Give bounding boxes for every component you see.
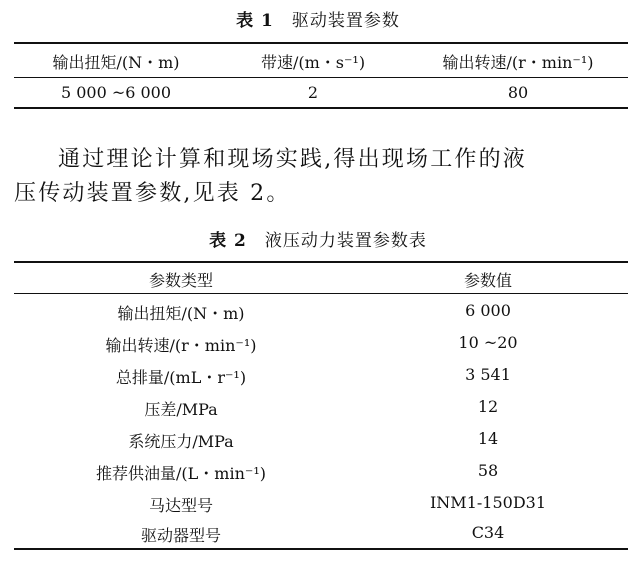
table2-row-value: 58 <box>477 461 499 480</box>
table2-header-param-value: 参数值 <box>463 271 512 290</box>
body-paragraph-line1: 通过理论计算和现场实践,得出现场工作的液 <box>58 147 527 172</box>
table2-row-value: 6 000 <box>465 301 511 320</box>
table2-title: 液压动力装置参数表 <box>264 231 427 251</box>
table2-bottom-rule <box>14 548 628 550</box>
table2-row-param: 推荐供油量/(L・min⁻¹) <box>96 464 266 483</box>
table1-header-output-speed: 输出转速/(r・min⁻¹) <box>442 53 594 72</box>
table2-caption <box>0 226 636 251</box>
table1-header-torque: 输出扭矩/(N・m) <box>52 53 180 72</box>
table2-row-param: 系统压力/MPa <box>128 432 234 451</box>
table1-header-rule <box>14 77 628 78</box>
table2-row-param: 总排量/(mL・r⁻¹) <box>115 368 247 387</box>
table2-top-rule <box>14 261 628 263</box>
table1-cell-output-speed: 80 <box>507 83 529 102</box>
table1-cell-torque: 5 000 ~6 000 <box>60 83 172 102</box>
table2-row-value: 3 541 <box>465 365 511 384</box>
table1-top-rule <box>14 42 628 44</box>
table2-row-value: 12 <box>477 397 499 416</box>
table2-header-rule <box>14 293 628 294</box>
table2-row-param: 压差/MPa <box>144 400 218 419</box>
table1-cell-belt-speed: 2 <box>307 83 319 102</box>
table1-number: 表 1 <box>236 11 274 31</box>
table1-header-belt-speed: 带速/(m・s⁻¹) <box>260 53 366 72</box>
body-paragraph-line2: 压传动装置参数,见表 2。 <box>14 181 291 206</box>
table2-row-param: 驱动器型号 <box>140 526 221 545</box>
table2-row-param: 马达型号 <box>148 496 213 515</box>
table2-row-param: 输出转速/(r・min⁻¹) <box>105 336 257 355</box>
table2-row-value: C34 <box>471 523 505 542</box>
table2-row-param: 输出扭矩/(N・m) <box>117 304 245 323</box>
table2-row-value: INM1-150D31 <box>429 493 546 512</box>
table2-row-value: 14 <box>477 429 499 448</box>
table1-caption <box>0 6 636 31</box>
table1-bottom-rule <box>14 107 628 109</box>
table2-header-param-type: 参数类型 <box>148 271 213 290</box>
table2-number: 表 2 <box>209 231 247 251</box>
table2-row-value: 10 ~20 <box>458 333 518 352</box>
table1-title: 驱动装置参数 <box>291 11 400 31</box>
